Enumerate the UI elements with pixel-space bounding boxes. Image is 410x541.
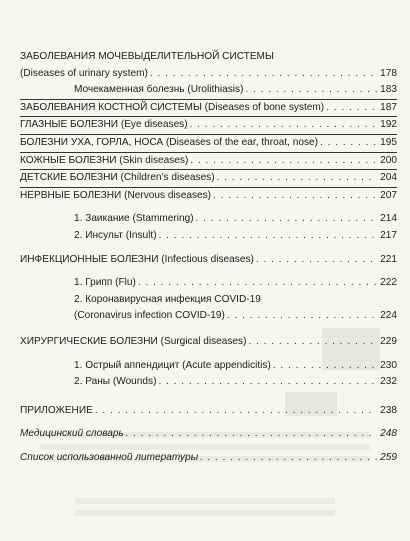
toc-entry-title: ЗАБОЛЕВАНИЯ КОСТНОЙ СИСТЕМЫ (Diseases of bone system) xyxy=(20,101,325,113)
toc-page-number: 217 xyxy=(380,229,397,241)
toc-entry xyxy=(20,275,397,292)
toc-leader-dots xyxy=(273,358,377,375)
toc-entry xyxy=(20,374,397,391)
toc-leader-dots xyxy=(150,66,377,83)
toc-page-number: 238 xyxy=(380,404,397,416)
toc-leader-dots xyxy=(126,426,377,443)
toc-page-number: 192 xyxy=(380,119,397,131)
toc-entry-title: ИНФЕКЦИОННЫЕ БОЛЕЗНИ (Infectious diseases) xyxy=(20,253,254,265)
toc-entry-title: Медицинский словарь xyxy=(20,428,124,440)
toc-page-number: 200 xyxy=(380,154,397,166)
toc-entry xyxy=(20,170,397,187)
toc-page-number: 224 xyxy=(380,310,397,322)
toc-entry-title: (Coronavirus infection COVID-19) xyxy=(74,310,225,322)
toc-section-title: ЗАБОЛЕВАНИЯ МОЧЕВЫДЕЛИТЕЛЬНОЙ СИСТЕМЫ xyxy=(20,51,274,62)
toc-page-number: 221 xyxy=(380,253,397,265)
toc-leader-dots xyxy=(158,374,377,391)
toc-page-number: 232 xyxy=(380,376,397,388)
toc-entry xyxy=(20,211,397,228)
toc-leader-dots xyxy=(227,308,377,325)
toc-page-number: 259 xyxy=(380,451,397,463)
toc-entry-title: НЕРВНЫЕ БОЛЕЗНИ (Nervous diseases) xyxy=(20,189,212,201)
toc-entry xyxy=(20,188,397,205)
toc-entry-title: 2. Инсульт (Insult) xyxy=(74,229,157,241)
toc-leader-dots xyxy=(245,82,377,99)
toc-entry xyxy=(20,252,397,269)
toc-entry-title: КОЖНЫЕ БОЛЕЗНИ (Skin diseases) xyxy=(20,154,189,166)
toc-leader-dots xyxy=(256,252,377,269)
toc-entry xyxy=(20,403,397,420)
toc-entry-title: ДЕТСКИЕ БОЛЕЗНИ (Children’s diseases) xyxy=(20,172,215,184)
toc-page-number: 204 xyxy=(380,172,397,184)
toc-leader-dots xyxy=(159,228,377,245)
toc-entry xyxy=(20,135,397,152)
toc-leader-dots xyxy=(190,117,377,134)
toc-entry xyxy=(20,334,397,351)
toc-entry-title: 1. Острый аппендицит (Acute appendicitis) xyxy=(74,359,271,371)
toc-page-number: 222 xyxy=(380,277,397,289)
toc-entry-title: Список использованной литературы xyxy=(20,451,199,463)
toc-leader-dots xyxy=(213,188,377,205)
toc-page-number: 229 xyxy=(380,335,397,347)
toc-page-number: 214 xyxy=(380,213,397,225)
toc-entry xyxy=(20,308,397,325)
toc-leader-dots xyxy=(190,153,377,170)
toc-page-number: 183 xyxy=(380,84,397,96)
toc-entry xyxy=(20,426,397,443)
toc-entry xyxy=(20,82,397,99)
toc-entry-title: ХИРУРГИЧЕСКИЕ БОЛЕЗНИ (Surgical diseases) xyxy=(20,335,247,347)
toc-entry-title: (Diseases of urinary system) xyxy=(20,67,148,79)
toc-entry-title: ПРИЛОЖЕНИЕ xyxy=(20,404,93,416)
toc-leader-dots xyxy=(217,170,377,187)
toc-page-number: 178 xyxy=(380,67,397,79)
toc-entry xyxy=(20,228,397,245)
toc-page-number: 187 xyxy=(380,101,397,113)
toc-leader-dots xyxy=(138,275,377,292)
toc-entry xyxy=(20,117,397,134)
toc-page-number: 195 xyxy=(380,136,397,148)
toc-leader-dots xyxy=(326,100,377,117)
bleed-through-line xyxy=(75,510,335,516)
toc-entry-title: 2. Раны (Wounds) xyxy=(74,376,157,388)
toc-entry-title: Мочекаменная болезнь (Urolithiasis) xyxy=(74,84,244,96)
toc-page-number: 207 xyxy=(380,189,397,201)
toc-leader-dots xyxy=(95,403,377,420)
toc-page-number: 248 xyxy=(380,428,397,440)
toc-leader-dots xyxy=(200,450,377,467)
toc-entry-title: БОЛЕЗНИ УХА, ГОРЛА, НОСА (Diseases of the ear, throat, nose) xyxy=(20,136,318,148)
toc-entry xyxy=(20,358,397,375)
toc-leader-dots xyxy=(248,334,377,351)
toc-entry xyxy=(20,100,397,117)
toc-entry xyxy=(20,450,397,467)
toc-entry xyxy=(20,153,397,170)
bleed-through-line xyxy=(75,498,335,504)
toc-entry-title: 1. Грипп (Flu) xyxy=(74,277,136,289)
toc-page-number: 230 xyxy=(380,359,397,371)
toc-entry-title: ГЛАЗНЫЕ БОЛЕЗНИ (Eye diseases) xyxy=(20,119,188,131)
toc-entry xyxy=(20,66,397,83)
toc-entry-title: 1. Заикание (Stammering) xyxy=(74,213,194,225)
toc-subentry-title: 2. Коронавирусная инфекция COVID-19 xyxy=(74,293,261,305)
table-of-contents xyxy=(20,49,397,466)
toc-leader-dots xyxy=(196,211,377,228)
toc-leader-dots xyxy=(320,135,377,152)
